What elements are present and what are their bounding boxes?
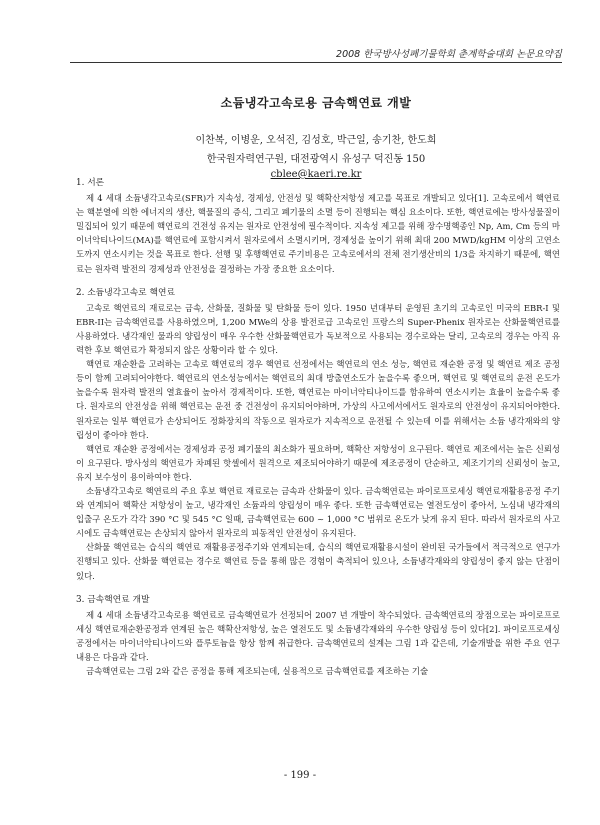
paragraph: 산화물 핵연료는 습식의 핵연료 재활용공정주기와 연계되는데, 습식의 핵연료재활용시설이 완비된 국가들에서 적극적으로 연구가 진행되고 있다. 산화물 핵연료는 경수로 핵연료 등을 통해 많은 경험이 축적되어 있으나, 소듐냉각재와의 양립성이 좋지 않는 단점이 있다. [76,542,560,581]
page-number: - 199 - [283,770,317,781]
section-sfr-fuel [76,286,560,583]
paragraph: 제 4 세대 소듐냉각고속로용 핵연료로 금속핵연료가 선정되어 2007 년 개발이 착수되었다. 금속핵연료의 장점으로는 파이로프로세싱 핵연료재순환공정과 연계된 높은 핵확산저항성, 높은 열전도도 및 소듐냉각재와의 우수한 양립성 등이 있다[2]. 파이로프로세싱 공정에서는 마이너악티나이드와 플루토늄을 항상 함께 취급한다. 금속핵연료의 설계는 그림 1과 같은데, 기술개발을 위한 주요 연구 내용은 다음과 같다. [76,609,560,662]
contact-email: cblee@kaeri.re.kr [270,169,362,180]
paragraph: 고속로 핵연료의 재료로는 금속, 산화물, 질화물 및 탄화물 등이 있다. 1950 년대부터 운영된 초기의 고속로인 미국의 EBR-I 및 EBR-II는 금속핵연료를 사용하였으며, 1,200 MWe의 상용 발전로급 고속로인 프랑스의 Super-Phenix 원자로는 산화물핵연료를 사용하였다. 냉각재인 물과의 양립성이 매우 우수한 산화물핵연료가 독보적으로 사용되는 경수로와는 달리, 고속로의 경우는 아직 유력한 후보 핵연료가 확정되지 않은 상황이라 할 수 있다. [76,302,560,356]
section-heading: 3. 금속핵연료 개발 [76,594,150,605]
running-header: 2008 한국방사성폐기물학회 춘계학술대회 논문요약집 [336,49,562,60]
author-list: 이찬복, 이병운, 오석진, 김성호, 박근일, 송기찬, 한도희 [195,135,437,146]
paragraph: 제 4 세대 소듐냉각고속로(SFR)가 지속성, 경제성, 안전성 및 핵확산저항성 제고를 목표로 개발되고 있다[1]. 고속로에서 핵연료는 핵분열에 의한 에너지의 생산, 핵물질의 증식, 그리고 폐기물의 소멸 등이 진행되는 핵심 요소이다. 또한, 핵연료에는 방사성물질이 밀집되어 있기 때문에 핵연료의 건전성 유지는 원자로 안전성에 필수적이다. 지속성 제고를 위해 장수명핵종인 Np, Am, Cm 등의 마이너악티나이드(MA)를 핵연료에 포함시켜서 원자로에서 소멸시키며, 경제성을 높이기 위해 최대 200 MWD/kgHM 이상의 고연소도까지 연소시키는 것을 목표로 한다. 선행 및 후행핵연료 주기비용은 고속로에서의 전체 전기생산비의 1/3을 차지하기 때문에, 핵연료는 원자력 발전의 경제성과 안전성을 결정하는 가장 중요한 요소이다. [76,193,560,274]
paragraph: 소듐냉각고속로 핵연료의 주요 후보 핵연료 재료로는 금속과 산화물이 있다. 금속핵연료는 파이로프로세싱 핵연료재활용공정 주기와 연계되어 핵확산 저항성이 높고, 냉각재인 소듐과의 양립성이 매우 좋다. 또한 금속핵연료는 열전도성이 좋아서, 노심내 냉각재의 입출구 온도가 각각 390 °C 및 545 °C 일때, 금속핵연료는 600 ~ 1,000 °C 범위로 온도가 낮게 유지 된다. 따라서 원자로의 사고 시에도 금속핵연료는 손상되지 않아서 원자로의 피동적인 안전성이 유지된다. [76,485,560,539]
section-introduction [76,176,560,276]
paper-body [76,176,560,678]
section-heading: 1. 서론 [76,178,105,188]
paragraph: 금속핵연료는 그림 2와 같은 공정을 통해 제조되는데, 실용적으로 금속핵연료를 제조하는 기술 [86,666,429,677]
paragraph: 핵연료 재순환을 고려하는 고속로 핵연료의 경우 핵연료 선정에서는 핵연료의 연소 성능, 핵연료 재순환 공정 및 핵연료 제조 공정 등이 함께 고려되어야한다. 핵연료의 연소성능에서는 핵연료의 최대 방출연소도가 높을수록 좋으며, 핵연료 및 핵연료의 운전 온도가 높을수록 원자력 발전의 열효율이 높아서 경제적이다. 또한, 핵연료는 마이너악티나이드를 함유하여 연소시키는 효율이 높을수록 좋다. 원자로의 안전성을 위해 핵연료는 운전 중 건전성이 유지되어야하며, 가상의 사고에서에서도 원자로의 안전성이 유지되어야한다. 원자로는 일부 핵연료가 손상되어도 정화장치의 작동으로 원자로가 지속적으로 운전될 수 있는데 이를 위해서는 소듐 냉각재와의 양립성이 좋아야 한다. [76,359,560,440]
section-heading: 2. 소듐냉각고속로 핵연료 [76,287,175,298]
paragraph: 핵연료 재순환 공정에서는 경제성과 공정 폐기물의 최소화가 필요하며, 핵확산 저항성이 요구된다. 핵연료 제조에서는 높은 신뢰성이 요구된다. 방사성의 핵연료가 차폐된 핫셀에서 원격으로 제조되어야하기 때문에 제조공정이 단순하고, 제조기기의 신뢰성이 높고, 유지 보수성이 용이하여야 한다. [76,443,560,482]
section-metal-fuel-development [76,593,560,679]
title-block [70,94,562,180]
affiliation: 한국원자력연구원, 대전광역시 유성구 덕진동 150 [206,154,426,165]
header-rule [70,62,562,63]
paper-title: 소듐냉각고속로용 금속핵연료 개발 [220,96,412,110]
